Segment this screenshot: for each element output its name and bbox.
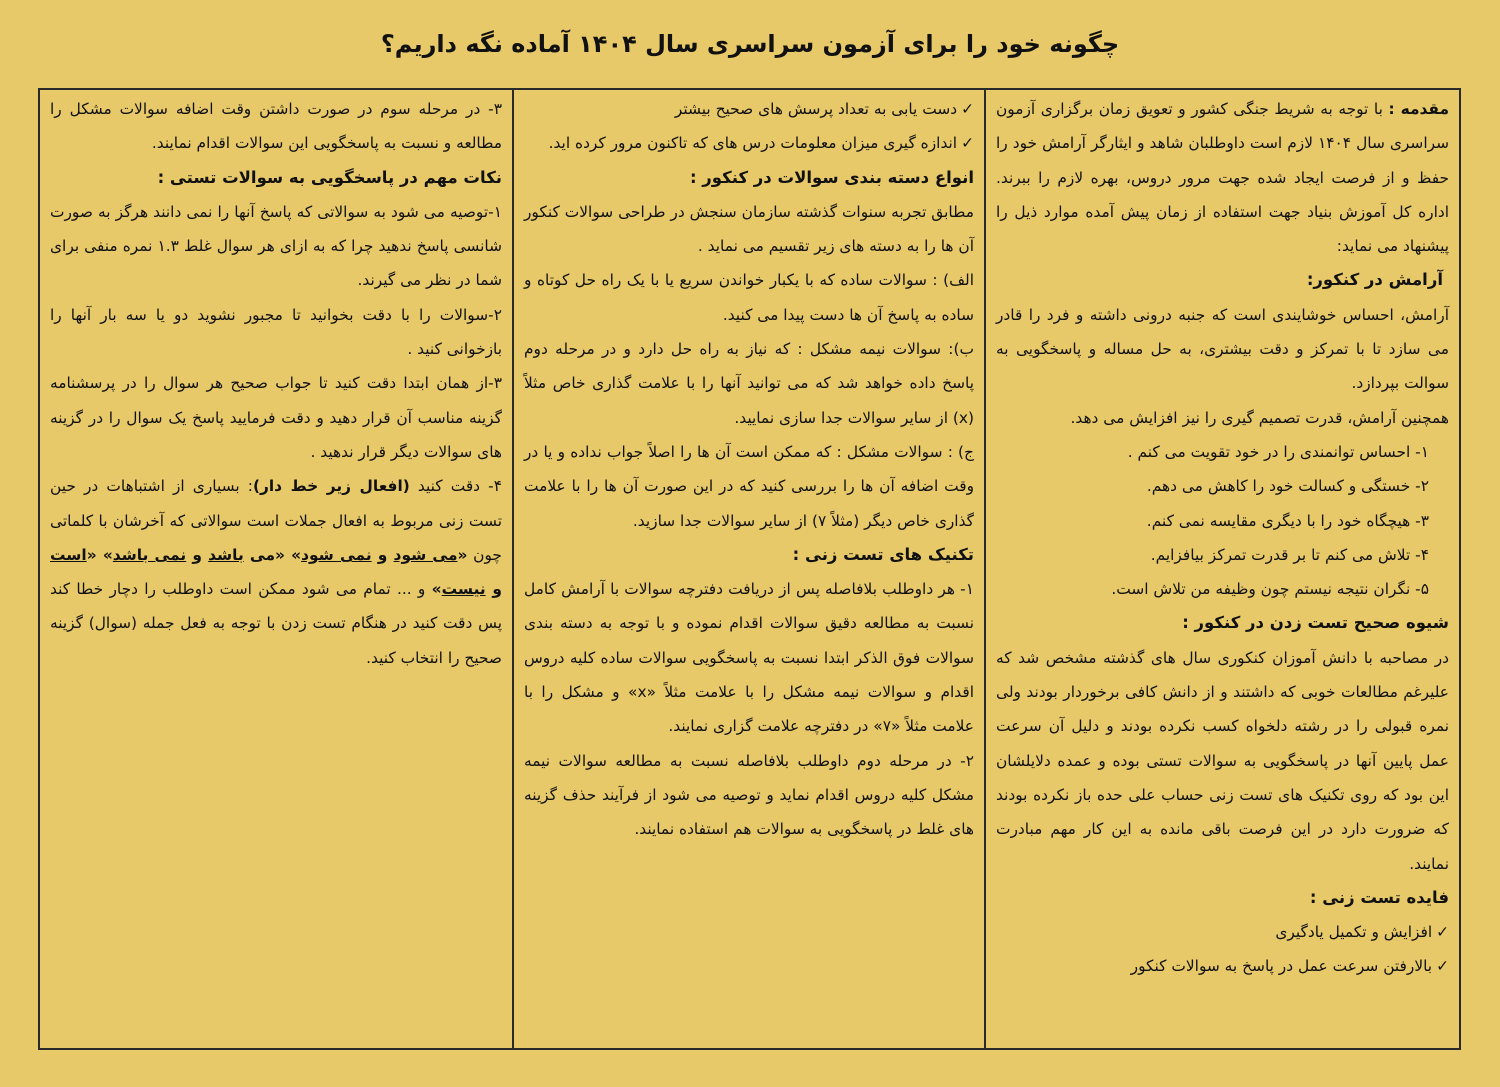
tech-heading: تکنیک های تست زنی : — [792, 544, 974, 564]
tip-item-4 — [50, 469, 502, 675]
checkmark-icon: ✓ — [1436, 957, 1449, 976]
quote-mark: « — [86, 545, 103, 564]
column-left — [40, 90, 512, 1048]
underlined-verb: نیست — [441, 580, 486, 599]
type-a: الف) : سوالات ساده که با یکبار خواندن سریع یا با یک راه حل کوتاه و ساده به پاسخ آن ها دست پیدا می کنید. — [524, 271, 974, 324]
types-heading: انواع دسته بندی سوالات در کنکور : — [689, 167, 974, 187]
tip4-end: و ... تمام می شود ممکن است داوطلب را دچار خطا کند پس دقت کنید در هنگام تست زدن با توجه به فعل جمله (سوال) گزینه صحیح را انتخاب کنید. — [50, 580, 502, 667]
content-table — [38, 88, 1461, 1050]
checkmark-icon: ✓ — [961, 100, 974, 118]
underlined-verb: نمی شود — [301, 545, 372, 564]
tip4-bold: (افعال زیر خط دار) — [252, 477, 410, 496]
benefit-item-text: افزایش و تکمیل یادگیری — [1275, 923, 1433, 942]
benefit-heading: فایده تست زنی : — [1309, 887, 1449, 907]
calm-item: ۵- نگران نتیجه نیستم چون وظیفه من تلاش است. — [1111, 580, 1429, 599]
method-heading: شیوه صحیح تست زدن در کنکور : — [1182, 613, 1449, 633]
calm-item: ۲- خستگی و کسالت خود را کاهش می دهم. — [1146, 477, 1429, 496]
conjunction: و — [371, 545, 394, 564]
intro-label: مقدمه : — [1388, 100, 1450, 118]
check-item — [524, 92, 974, 126]
underlined-verb: باشد — [208, 545, 244, 564]
tech-item: ۲- در مرحله دوم داوطلب بلافاصله نسبت به مطالعه سوالات نیمه مشکل کلیه دروس اقدام نماید و توصیه می شود از فرآیند حذف گزینه های غلط در پاسخگویی به سوالات هم استفاده نمایند. — [524, 751, 974, 839]
tip-item: ۳-از همان ابتدا دقت کنید تا جواب صحیح هر سوال را در پرسشنامه گزینه مناسب آن قرار دهید و دقت فرمایید پاسخ یک سوال را در گزینه های سوالات دیگر قرار ندهید . — [50, 374, 502, 461]
type-b: ب): سوالات نیمه مشکل : که نیاز به راه حل دارد و در مرحله دوم پاسخ داده خواهد شد که می توانید آنها را با علامت گذاری خاص مثلاً (x) از سایر سوالات جدا سازی نمایید. — [524, 340, 974, 427]
quote-mark: » — [291, 545, 302, 564]
intro-paragraph — [996, 92, 1449, 263]
calm-text-1: آرامش، احساس خوشایندی است که جنبه درونی داشته و فرد را قادر می سازد تا با تمرکز و دقت بیشتری، به حل مساله و پاسخگویی به سوالت بپردازد. — [996, 305, 1449, 393]
benefit-item — [996, 915, 1449, 949]
benefit-item — [996, 949, 1449, 983]
calm-heading: آرامش در کنکور: — [1306, 270, 1443, 290]
quote-mark: « — [457, 545, 468, 564]
calm-text-2: همچنین آرامش، قدرت تصمیم گیری را نیز افزایش می دهد. — [1070, 408, 1449, 427]
conjunction: و — [485, 580, 502, 599]
type-c: ج) : سوالات مشکل : که ممکن است آن ها را اصلاً جواب نداده و یا در وقت اضافه آن ها را بررسی کنید که در این صورت آن ها را با علامت گذاری خاص دیگر (مثلاً ۷) از سایر سوالات جدا سازید. — [524, 442, 974, 530]
checkmark-icon: ✓ — [961, 134, 974, 153]
calm-item: ۳- هیچگاه خود را با دیگری مقایسه نمی کنم. — [1146, 511, 1429, 530]
tip4-middle: : بسیاری از اشتباهات در حین تست زنی مربوط به افعال جملات است سوالاتی که آخرشان با کلماتی چون — [50, 477, 502, 564]
page-title: چگونه خود را برای آزمون سراسری سال ۱۴۰۴ آماده نگه داریم؟ — [380, 30, 1120, 58]
check-item — [524, 126, 974, 160]
calm-item: ۴- تلاش می کنم تا بر قدرت تمرکز بیافزایم. — [1150, 545, 1429, 564]
conjunction: و — [186, 545, 209, 564]
intro-text: با توجه به شریط جنگی کشور و تعویق زمان برگزاری آزمون سراسری سال ۱۴۰۴ لازم است داوطلبان شاهد و ایثارگر آرامش خود را حفظ و از فرصت ایجاد شده جهت مرور دروس، بهره لازم را ببرند. اداره کل آموزش بنیاد جهت استفاده از زمان پیش آمده موارد ذیل را پیشنهاد می نماید: — [996, 100, 1449, 256]
tip4-prefix: ۴- دقت کنید — [409, 477, 502, 496]
check-item-text: اندازه گیری میزان معلومات درس های که تاکنون مرور کرده اید. — [548, 134, 958, 153]
quote-mark: » — [102, 545, 113, 564]
tips-heading: نکات مهم در پاسخگویی به سوالات تستی : — [157, 167, 502, 187]
benefit-item-text: بالارفتن سرعت عمل در پاسخ به سوالات کنکور — [1130, 957, 1433, 976]
tech-item: ۱- هر داوطلب بلافاصله پس از دریافت دفترچه سوالات با آرامش کامل نسبت به مطالعه دقیق سوالات اقدام نموده و با توجه به دسته بندی سوالات فوق الذکر ابتدا نسبت به پاسخگویی سوالات ساده کلیه دروس اقدام و سوالات نیمه مشکل را با علامت مثلاً «x» و مشکل را با علامت مثلاً «۷» در دفترچه علامت گزاری نمایند. — [524, 580, 975, 736]
underlined-verb: نمی باشد — [112, 545, 187, 564]
checkmark-icon: ✓ — [1436, 923, 1449, 942]
quote-1 — [291, 546, 467, 564]
tip-item: ۱-توصیه می شود به سوالاتی که پاسخ آنها را نمی دانند هرگز به صورت شانسی پاسخ ندهید چرا که به ازای هر سوال غلط ۱.۳ نمره منفی برای شما در نظر می گیرند. — [50, 202, 502, 290]
tech-item-3: ۳- در مرحله سوم در صورت داشتن وقت اضافه سوالات مشکل را مطالعه و نسبت به پاسخگویی این سوالات اقدام نمایند. — [50, 100, 502, 153]
quote-2 — [103, 546, 291, 564]
quote-mark: » — [431, 580, 442, 599]
types-intro: مطابق تجربه سنوات گذشته سازمان سنجش در طراحی سوالات کنکور آن ها را به دسته های زیر تقسیم می نماید . — [524, 202, 974, 256]
underlined-verb: می شود — [393, 545, 458, 564]
underlined-verb: است — [50, 545, 87, 564]
calm-item: ۱- احساس توانمندی را در خود تقویت می کنم . — [1127, 442, 1429, 461]
column-middle — [512, 90, 986, 1048]
tip-item: ۲-سوالات را با دقت بخوانید تا مجبور نشوید دو یا سه بار آنها را بازخوانی کنید . — [50, 305, 502, 359]
check-item-text: دست یابی به تعداد پرسش های صحیح بیشتر — [674, 100, 958, 118]
method-text: در مصاحبه با دانش آموزان کنکوری سال های گذشته مشخص شد که علیرغم مطالعات خوبی که داشتند و از دانش کافی برخوردار بودند ولی نمره قبولی را در رشته دلخواه کسب نکرده بودند و دلیل آن سرعت عمل پایین آنها در پاسخگویی به سوالات تستی بوده و عمده دلایلشان این بود که روی تکنیک های تست زنی حساب علی حده باز نکرده بودند که ضرورت دارد در این فرصت باقی مانده به این کار مهم مبادرت نمایند. — [996, 648, 1449, 873]
quote-mark: «می — [243, 545, 292, 564]
column-right — [986, 90, 1459, 1048]
